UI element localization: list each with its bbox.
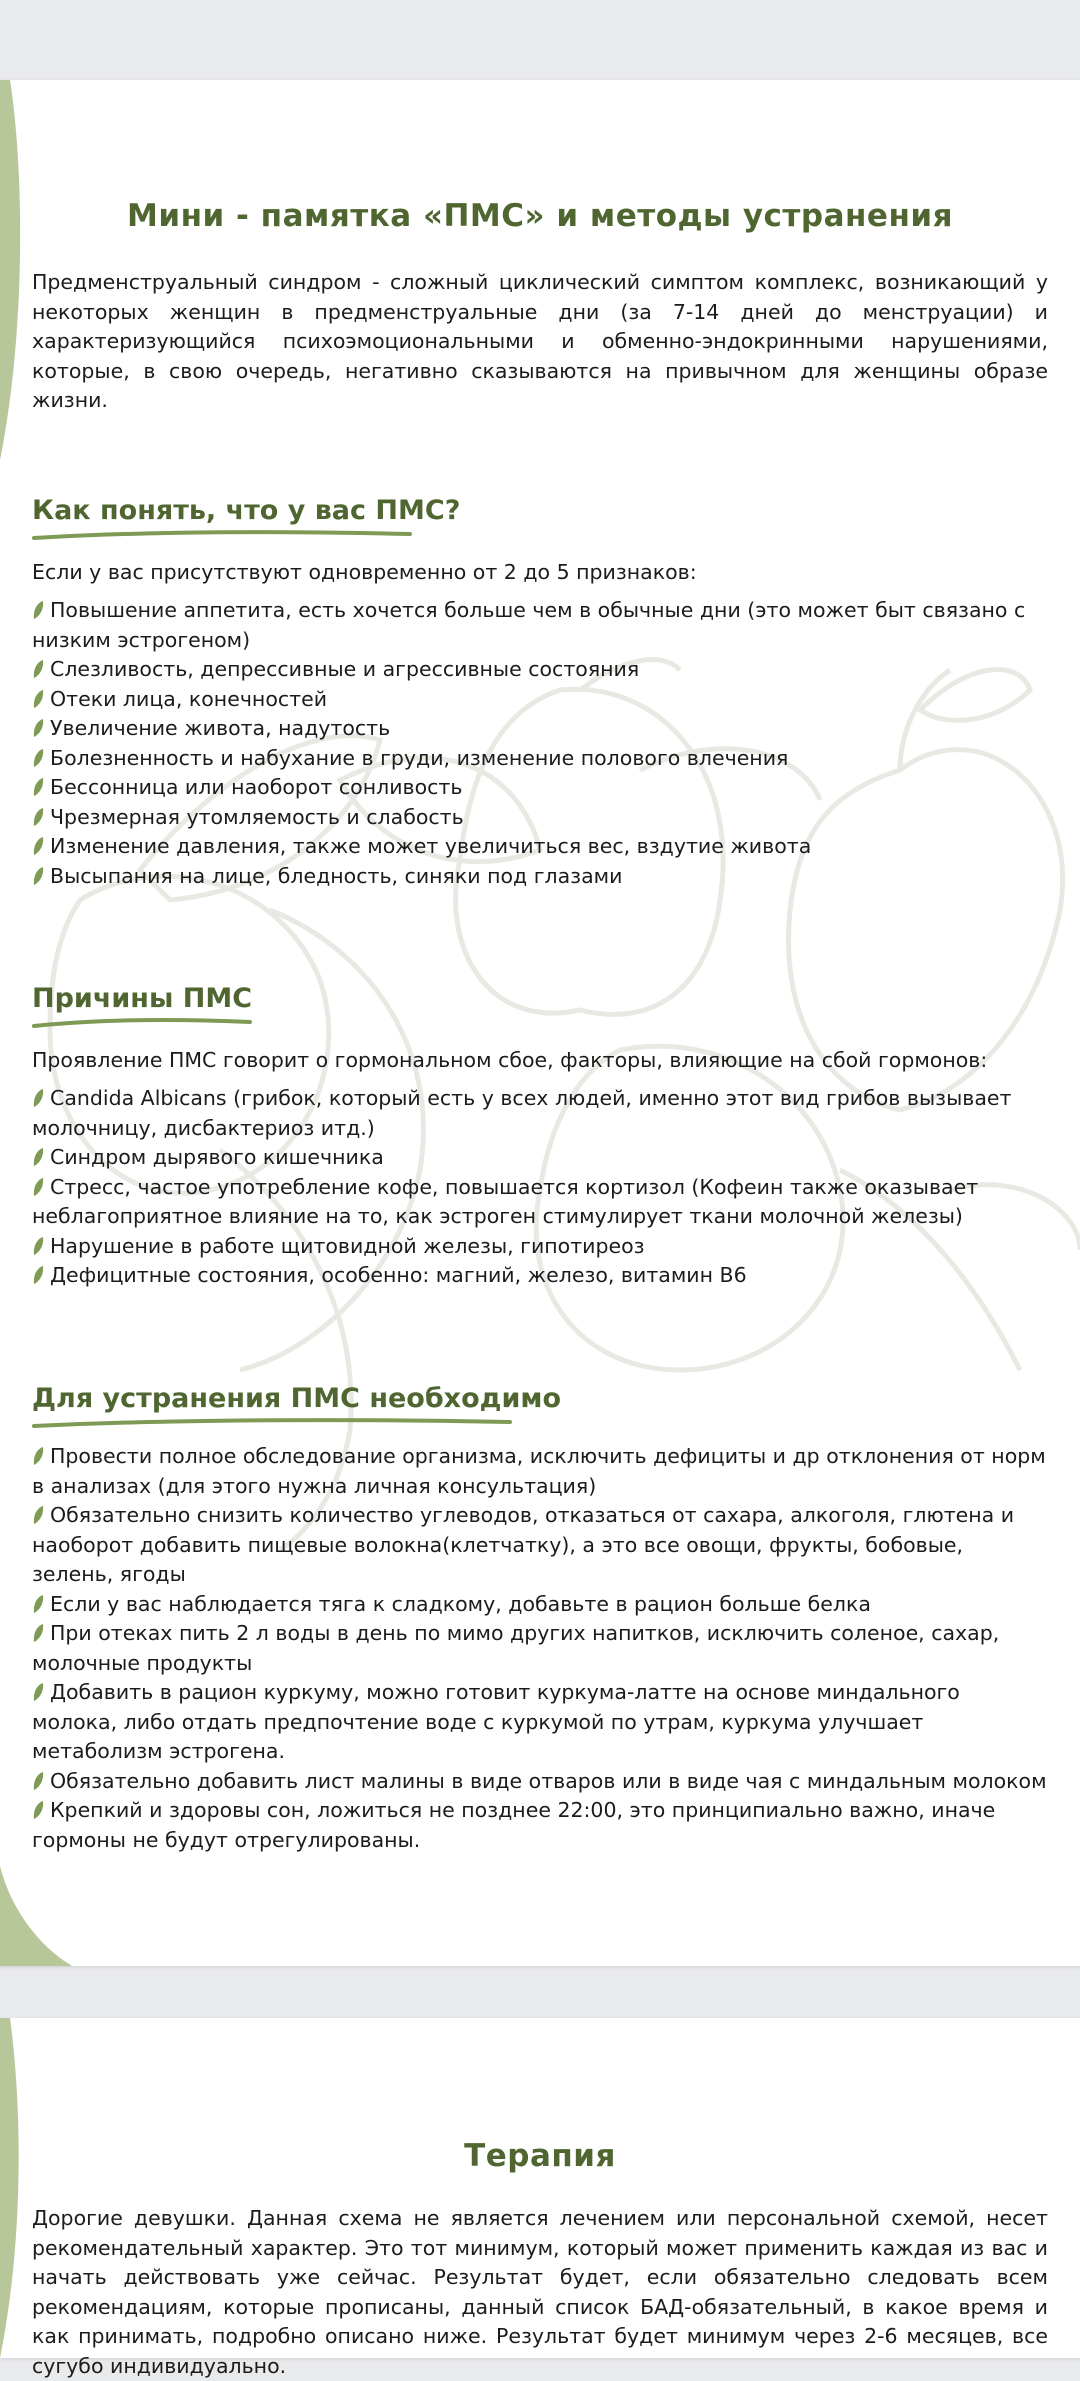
list-item: Повышение аппетита, есть хочется больше чем в обычные дни (это может быт связано с низким эстрогеном)	[32, 598, 1026, 652]
list-item: Провести полное обследование организма, исключить дефициты и др отклонения от норм в анализах (для этого нужна личная консультация)	[32, 1444, 1046, 1498]
list-item: Болезненность и набухание в груди, изменение полового влечения	[32, 744, 1048, 774]
section-heading-treatment: Для устранения ПМС необходимо	[32, 1383, 561, 1414]
section-lead-symptoms: Если у вас присутствуют одновременно от 2 до 5 признаков:	[32, 560, 697, 584]
list-item: Если у вас наблюдается тяга к сладкому, добавьте в рацион больше белка	[32, 1590, 1048, 1620]
leaf-bullet-icon	[32, 689, 44, 709]
list-item: Увеличение живота, надутость	[32, 714, 1048, 744]
list-item: Обязательно снизить количество углеводов, отказаться от сахара, алкоголя, глютена и наоборот добавить пищевые волокна(клетчатку), а это все овощи, фрукты, бобовые, зелень, ягоды	[32, 1503, 1015, 1586]
list-item: Нарушение в работе щитовидной железы, гипотиреоз	[32, 1232, 1048, 1262]
leaf-bullet-icon	[32, 1771, 44, 1791]
leaf-bullet-icon	[32, 777, 44, 797]
leaf-bullet-icon	[32, 1594, 44, 1614]
list-item: Обязательно добавить лист малины в виде отваров или в виде чая с миндальным молоком	[32, 1767, 1048, 1797]
section-heading-causes: Причины ПМС	[32, 983, 253, 1014]
leaf-bullet-icon	[32, 1088, 44, 1108]
therapy-title: Терапия	[464, 2138, 616, 2174]
symptoms-list	[32, 596, 1048, 891]
leaf-bullet-icon	[32, 600, 44, 620]
causes-list	[32, 1084, 1048, 1291]
leaf-bullet-icon	[32, 748, 44, 768]
document-page-2	[0, 2018, 1080, 2378]
leaf-bullet-icon	[32, 1505, 44, 1525]
leaf-bullet-icon	[32, 659, 44, 679]
leaf-bullet-icon	[32, 866, 44, 886]
list-item: При отеках пить 2 л воды в день по мимо других напитков, исключить соленое, сахар, молочные продукты	[32, 1621, 1000, 1675]
leaf-bullet-icon	[32, 1682, 44, 1702]
list-item: Синдром дырявого кишечника	[32, 1143, 1048, 1173]
list-item: Candida Albicans (грибок, который есть у всех людей, именно этот вид грибов вызывает молочницу, дисбактериоз итд.)	[32, 1086, 1012, 1140]
document-title: Мини - памятка «ПМС» и методы устранения	[127, 198, 953, 234]
leaf-bullet-icon	[32, 836, 44, 856]
list-item: Слезливость, депрессивные и агрессивные состояния	[32, 655, 1048, 685]
leaf-bullet-icon	[32, 1800, 44, 1820]
list-item: Дефицитные состояния, особенно: магний, железо, витамин В6	[32, 1261, 1048, 1291]
leaf-bullet-icon	[32, 1177, 44, 1197]
list-item: Стресс, частое употребление кофе, повышается кортизол (Кофеин также оказывает неблагоприятное влияние на то, как эстроген стимулирует ткани молочной железы)	[32, 1174, 979, 1228]
treatment-list	[32, 1442, 1048, 1855]
document-page-1	[0, 80, 1080, 1966]
list-item: Крепкий и здоровы сон, ложиться не позднее 22:00, это принципиально важно, иначе гормоны не будут отрегулированы.	[32, 1798, 996, 1852]
leaf-bullet-icon	[32, 1265, 44, 1285]
section-lead-causes: Проявление ПМС говорит о гормональном сбое, факторы, влияющие на сбой гормонов:	[32, 1048, 988, 1072]
therapy-intro-paragraph: Дорогие девушки. Данная схема не является лечением или персональной схемой, несет рекомендательный характер. Это тот минимум, который может применить каждая из вас и начать действовать уже сейчас. Результат будет, если обязательно следовать всем рекомендациям, которые прописаны, данный список БАД-обязательный, в какое время и как принимать, подробно описано ниже. Результат будет минимум через 2-6 месяцев, все сугубо индивидуально.	[32, 2206, 1048, 2378]
section-heading-symptoms: Как понять, что у вас ПМС?	[32, 495, 461, 526]
heading-underline	[32, 1417, 512, 1431]
decor-bottom-corner-shape	[0, 1866, 80, 1966]
heading-underline	[32, 1017, 252, 1031]
leaf-bullet-icon	[32, 807, 44, 827]
list-item: Изменение давления, также может увеличиться вес, вздутие живота	[32, 832, 1048, 862]
heading-underline	[32, 529, 412, 543]
list-item: Чрезмерная утомляемость и слабость	[32, 803, 1048, 833]
list-item: Высыпания на лице, бледность, синяки под глазами	[32, 862, 1048, 892]
list-item: Добавить в рацион куркуму, можно готовит куркума-латте на основе миндального молока, либо отдать предпочтение воде с куркумой по утрам, куркума улучшает метаболизм эстрогена.	[32, 1680, 960, 1763]
list-item: Бессонница или наоборот сонливость	[32, 773, 1048, 803]
leaf-bullet-icon	[32, 1446, 44, 1466]
list-item: Отеки лица, конечностей	[32, 685, 1048, 715]
leaf-bullet-icon	[32, 718, 44, 738]
leaf-bullet-icon	[32, 1623, 44, 1643]
intro-paragraph: Предменструальный синдром - сложный циклический симптом комплекс, возникающий у некоторых женщин в предменструальные дни (за 7-14 дней до менструации) и характеризующийся психоэмоциональными и обменно-эндокринными нарушениями, которые, в свою очередь, негативно сказываются на привычном для женщины образе жизни.	[32, 270, 1048, 412]
leaf-bullet-icon	[32, 1147, 44, 1167]
leaf-bullet-icon	[32, 1236, 44, 1256]
